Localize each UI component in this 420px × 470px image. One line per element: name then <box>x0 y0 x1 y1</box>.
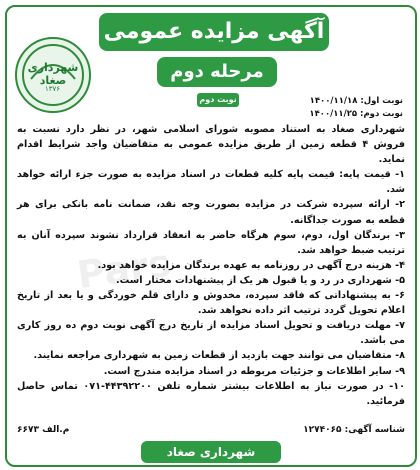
condition-item-10: ۱۰- در صورت نیاز به اطلاعات بیشتر شماره تلفن ۴۴۳۹۲۲۰۰-۰۷۱ تماس حاصل فرمائید. <box>17 380 405 407</box>
publication-dates <box>273 95 403 121</box>
footer-row <box>17 425 405 435</box>
condition-item-1: ۱- قیمت پایه: قیمت پایه کلیه قطعات در اسناد مزایده به صورت جزء ارائه خواهد شد. <box>17 169 405 196</box>
ad-id: شناسه آگهی: ۱۲۷۴۰۶۵ <box>303 425 405 435</box>
logo-text: شهرداری صغاد <box>27 61 79 87</box>
first-publication-date: نوبت اول: ۱۴۰۰/۱۱/۱۸ <box>309 96 403 106</box>
condition-item-9: ۹- سایر اطلاعات و جزئیات مربوطه در اسناد مزایده مندرج است. <box>103 365 405 377</box>
stage-banner: مرحله دوم <box>157 57 277 87</box>
ad-code: م.الف ۶۶۷۳ <box>17 425 70 435</box>
condition-item-2: ۲- ارائه سپرده شرکت در مزایده بصورت وجه نقد، ضمانت نامه بانکی برای هر قطعه به صورت جداگانه. <box>17 199 405 226</box>
ad-body <box>17 122 405 409</box>
ad-frame <box>5 5 417 467</box>
second-publication-date: نوبت دوم: ۱۴۰۰/۱۱/۲۵ <box>309 109 403 119</box>
condition-item-6: ۶- به پیشنهاداتی که فاقد سپرده، مخدوش و دارای قلم خوردگی و یا بعد از تاریخ اعلام تحویل گردد ترتیب اثر داده نخواهد شد. <box>17 290 405 317</box>
municipality-logo <box>15 37 91 113</box>
round-tag: نوبت دوم <box>197 93 239 107</box>
logo-year: ۱۳۷۶ <box>45 85 61 93</box>
condition-item-3: ۳- برندگان اول، دوم، سوم هرگاه حاضر به انعقاد قرارداد نشوند سپرده آنان به ترتیب ضبط خواهد شد. <box>17 229 405 256</box>
condition-item-7: ۷- مهلت دریافت و تحویل اسناد مزایده از تاریخ درج آگهی نوبت دوم ده روز کاری می باشد. <box>17 320 405 347</box>
condition-item-4: ۴- هزینه درج آگهی در روزنامه به عهده برندگان مزایده خواهد بود. <box>97 259 405 271</box>
page-title: آگهی مزایده عمومی <box>99 13 329 51</box>
watermark: Pars <box>74 240 174 298</box>
signature-banner: شهرداری صغاد <box>141 441 281 463</box>
condition-item-8: ۸- متقاضیان می توانند جهت بازدید از قطعات زمین به شهرداری مراجعه نمایند. <box>33 350 405 362</box>
intro-paragraph: شهرداری صغاد به استناد مصوبه شورای اسلامی شهر، در نظر دارد نسبت به فروش ۴ قطعه زمین از طریق مزایده عمومی به متقاضیان واجد شرایط اقدام نماید. <box>17 124 406 166</box>
condition-item-5: ۵- شهرداری در رد و یا قبول هر یک از پیشنهادات مختار است. <box>115 274 405 286</box>
